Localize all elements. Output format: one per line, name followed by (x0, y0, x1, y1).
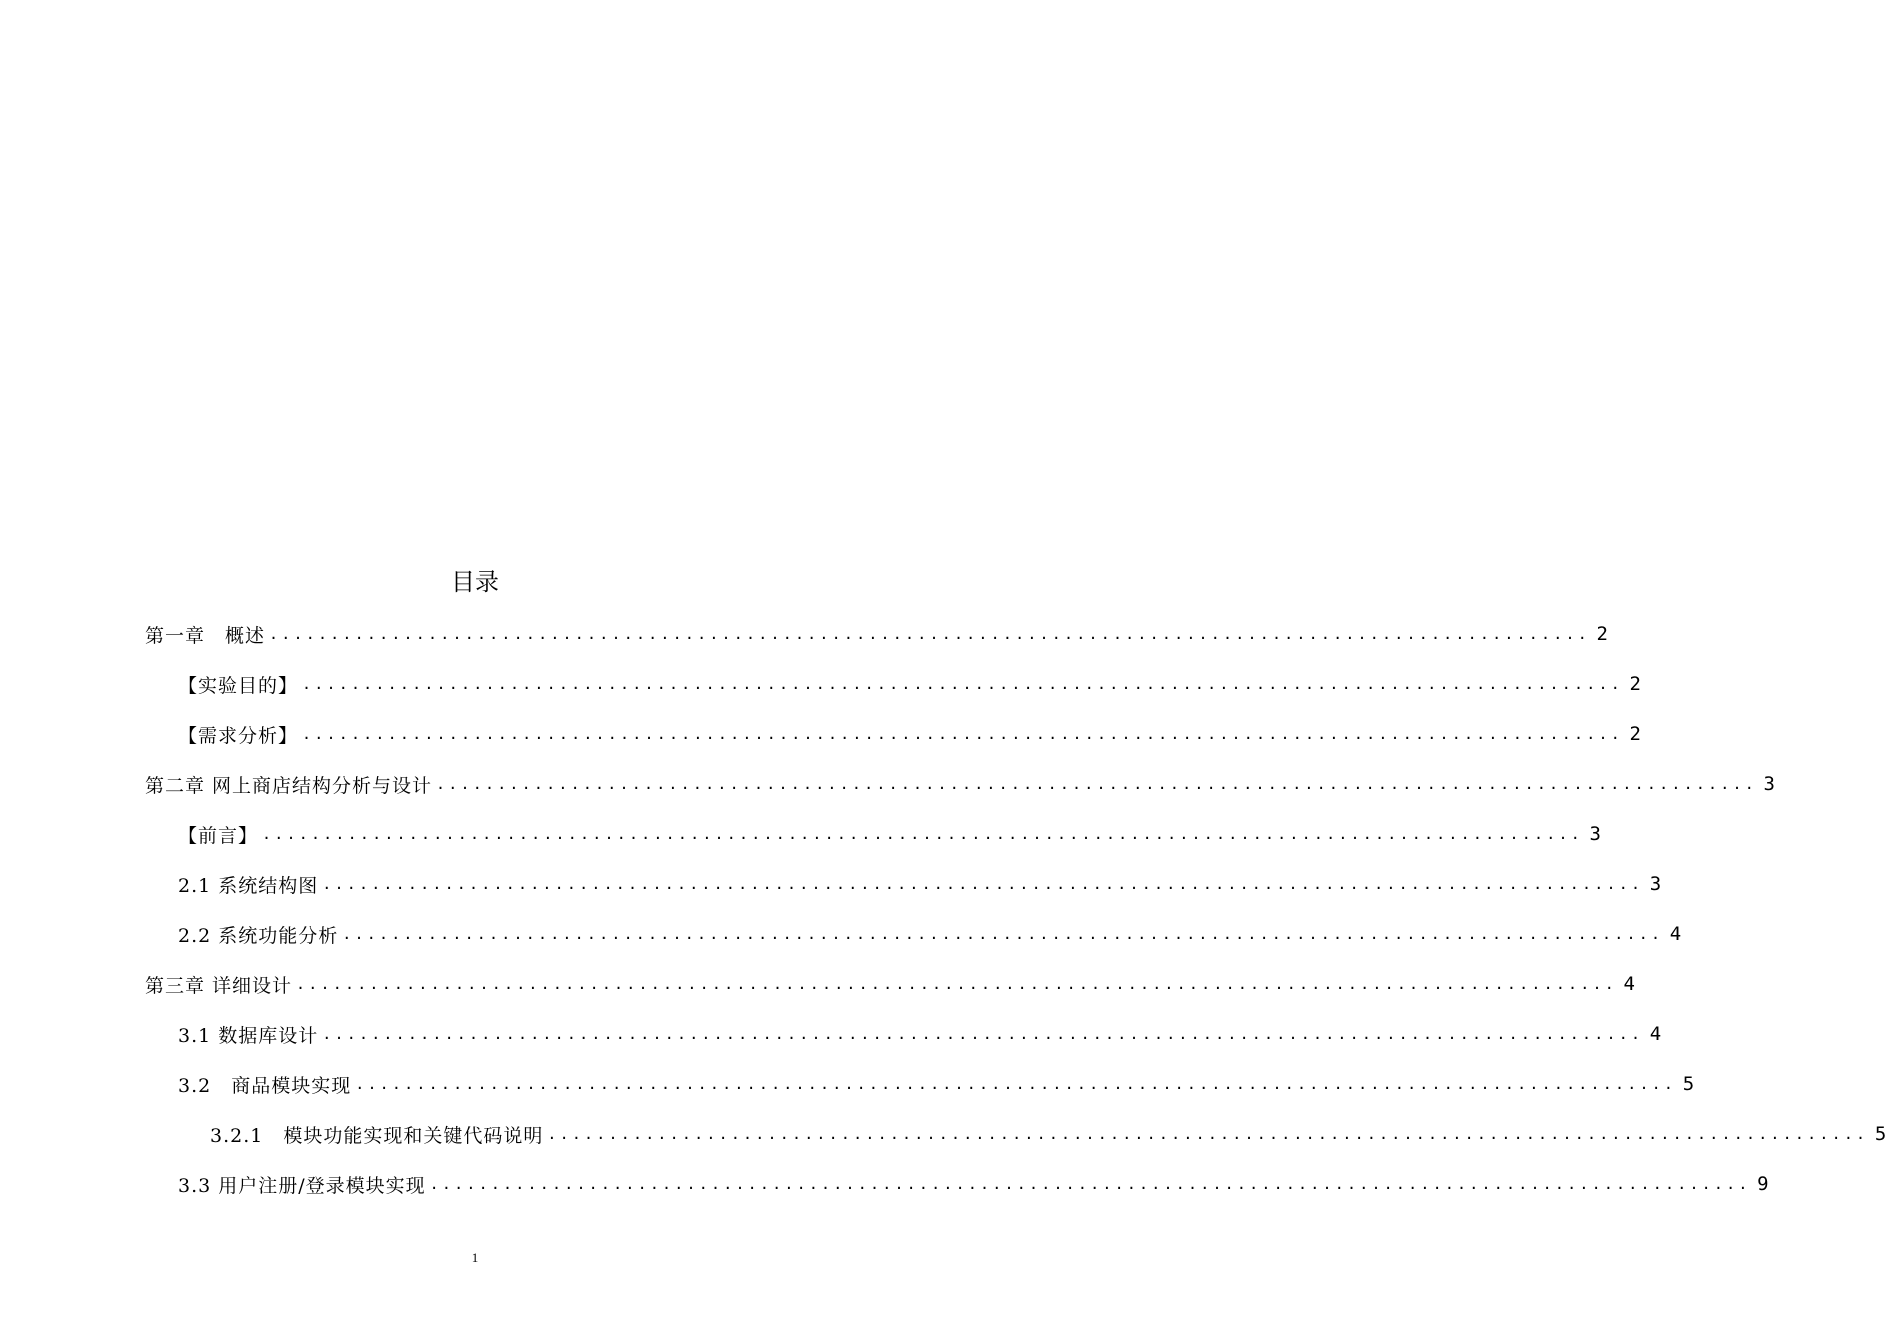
toc-entry-3-2[interactable] (178, 1064, 1695, 1104)
toc-entry-2-1[interactable] (178, 864, 1662, 904)
toc-entry-3-3[interactable] (178, 1164, 1769, 1204)
toc-title: 目录 (451, 568, 499, 596)
footer-page-number: 1 (471, 1250, 479, 1265)
toc-dot-leader: ............................................................................................................ (269, 625, 1590, 643)
toc-dot-leader: ............................................................................................................ (342, 925, 1664, 943)
toc-dot-leader: ............................................................................................................ (302, 675, 1623, 693)
toc-entry-preface[interactable] (178, 814, 1601, 854)
toc-entry-page: 3 (1763, 773, 1775, 795)
toc-entry-label: 3.1 数据库设计 (178, 1024, 319, 1047)
toc-entry-label: 【实验目的】 (178, 674, 299, 697)
toc-entry-3-1[interactable] (178, 1014, 1662, 1054)
toc-dot-leader: ............................................................................................................ (322, 1025, 1644, 1043)
toc-entry-page: 4 (1649, 1023, 1662, 1045)
toc-entry-page: 2 (1596, 623, 1608, 645)
toc-entry-page: 2 (1629, 673, 1641, 695)
toc-entry-page: 5 (1874, 1123, 1886, 1145)
toc-entry-label: 第一章 概述 (145, 624, 266, 647)
toc-entry-label: 【前言】 (178, 824, 259, 847)
toc-dot-leader: ............................................................................................................ (436, 775, 1757, 793)
toc-entry-chapter-1[interactable] (145, 614, 1608, 654)
toc-entry-label: 2.1 系统结构图 (178, 874, 319, 897)
toc-entry-label: 第二章 网上商店结构分析与设计 (145, 774, 433, 797)
toc-entry-page: 4 (1669, 923, 1682, 945)
toc-entry-2-2[interactable] (178, 914, 1682, 954)
toc-entry-chapter-3[interactable] (145, 964, 1635, 1004)
toc-entry-label: 【需求分析】 (178, 724, 299, 747)
toc-entry-page: 2 (1629, 723, 1641, 745)
toc-entry-label: 3.2 商品模块实现 (178, 1074, 352, 1097)
toc-entry-chapter-2[interactable] (145, 764, 1775, 804)
toc-entry-page: 4 (1623, 973, 1635, 995)
toc-entry-3-2-1[interactable] (210, 1114, 1886, 1154)
toc-entry-page: 3 (1589, 823, 1601, 845)
toc-entry-label: 2.2 系统功能分析 (178, 924, 339, 947)
toc-entry-page: 9 (1757, 1173, 1769, 1195)
toc-entry-label: 3.2.1 模块功能实现和关键代码说明 (210, 1124, 544, 1147)
toc-dot-leader: ............................................................................................................ (322, 875, 1644, 893)
toc-dot-leader: ............................................................................................................ (296, 975, 1617, 993)
toc-dot-leader: ............................................................................................................ (262, 825, 1583, 843)
toc-dot-leader: ............................................................................................................ (355, 1075, 1677, 1093)
toc-entry-label: 第三章 详细设计 (145, 974, 293, 997)
toc-entry-requirements[interactable] (178, 714, 1641, 754)
toc-entry-page: 5 (1682, 1073, 1695, 1095)
toc-entry-label: 3.3 用户注册/登录模块实现 (178, 1174, 426, 1197)
toc-dot-leader: ............................................................................................................ (302, 725, 1623, 743)
toc-entry-experiment-purpose[interactable] (178, 664, 1641, 704)
toc-dot-leader: ............................................................................................................ (547, 1125, 1869, 1143)
toc-dot-leader: ............................................................................................................ (429, 1175, 1751, 1193)
toc-entry-page: 3 (1649, 873, 1662, 895)
